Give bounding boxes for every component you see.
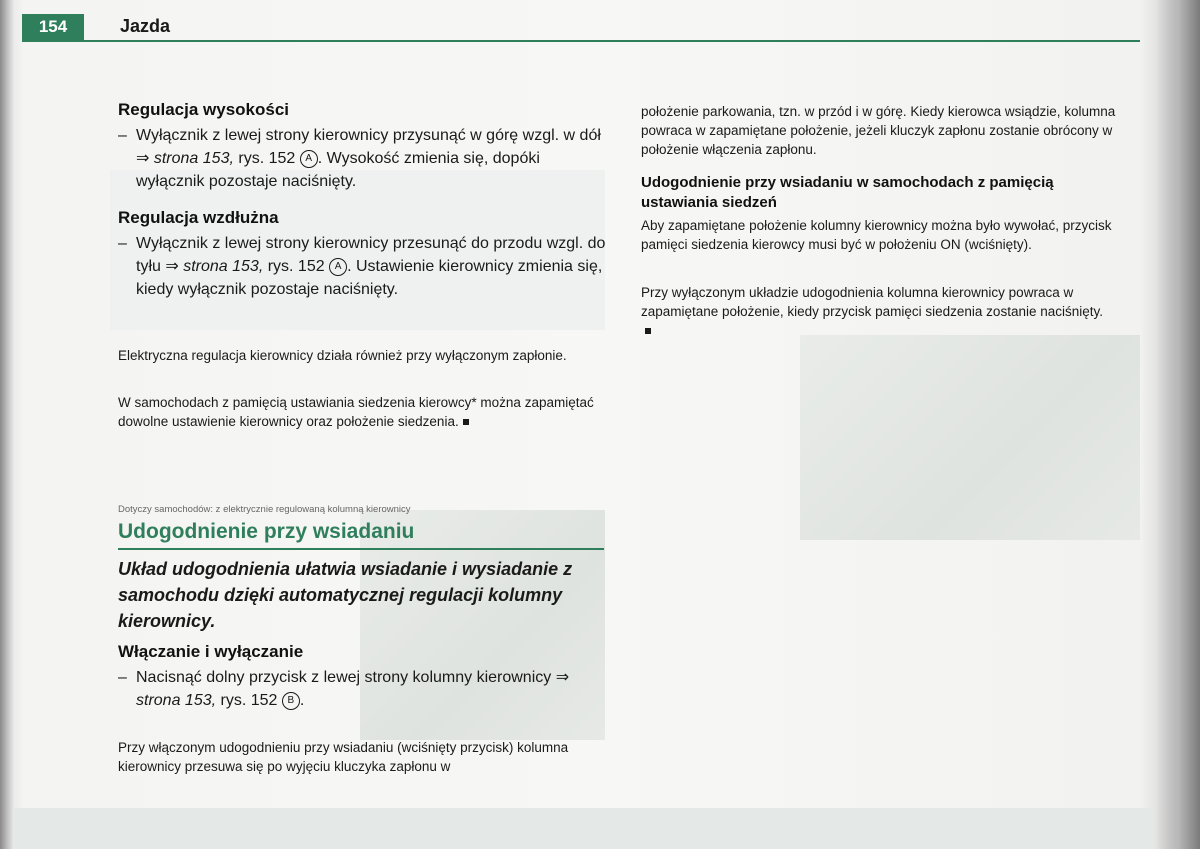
length-adjust-section: [118, 208, 608, 301]
ref-figure: rys. 152: [233, 150, 300, 167]
para-memory-on: Aby zapamiętane położenie kolumny kierownicy można było wywołać, przycisk pamięci siedzenia kierowcy musi być w położeniu ON (wciśnięty).: [641, 218, 1112, 252]
para-memory: [118, 393, 603, 431]
height-bullet: [118, 124, 608, 193]
height-heading: Regulacja wysokości: [118, 100, 290, 119]
para-electric: Elektryczna regulacja kierownicy działa również przy wyłączonym zapłonie.: [118, 348, 567, 363]
end-of-section-mark: [645, 328, 651, 334]
bullet-text: Wyłącznik z lewej strony kierownicy przesunąć do przodu wzgl. do tyłu: [136, 235, 606, 275]
electric-note: [118, 346, 593, 365]
end-of-section-mark: [463, 419, 469, 425]
memory-off-note: [641, 283, 1111, 340]
bullet-dash: –: [118, 669, 127, 686]
ref-arrow: ⇒: [136, 150, 150, 167]
bottom-navigation-bar: [14, 808, 1154, 849]
para-memory-off-text: Przy wyłączonym układzie udogodnienia kolumna kierownicy powraca w zapamiętane położenie, kiedy przycisk pamięci siedzenia zostanie naciśnięty.: [641, 285, 1103, 319]
onoff-bullet: [118, 666, 608, 712]
bullet-text: Nacisnąć dolny przycisk z lewej strony kolumny kierownicy: [136, 669, 556, 686]
ref-page: strona 153,: [183, 258, 264, 275]
para-parking: położenie parkowania, tzn. w przód i w górę. Kiedy kierowca wsiądzie, kolumna powraca w zapamiętane położenie, jeżeli kluczyk zapłonu zostanie obrócony w położenie włączenia zapłonu.: [641, 104, 1116, 157]
memory-note: [118, 393, 603, 431]
onoff-heading: Włączanie i wyłączanie: [118, 642, 304, 661]
parking-note: [641, 102, 1131, 159]
comfort-title-block: [118, 520, 604, 550]
para-memory-off: [641, 283, 1111, 340]
bullet-text-after: . Ustawienie kierownicy zmienia się, kiedy wyłącznik pozostaje naciśnięty.: [136, 258, 603, 298]
callout-a-label: A: [300, 150, 318, 168]
length-bullet: [118, 232, 608, 301]
ref-page: strona 153,: [153, 150, 234, 167]
memory-section: [641, 173, 1111, 213]
memory-on-note: [641, 216, 1131, 254]
applies-note-text: Dotyczy samochodów: z elektrycznie regulowaną kolumną kierownicy: [118, 504, 411, 515]
ref-figure: rys. 152: [216, 692, 282, 709]
ref-figure: rys. 152: [263, 258, 330, 275]
callout-b-label: B: [282, 692, 300, 710]
bullet-text-after: . Wysokość zmienia się, dopóki wyłącznik pozostaje naciśnięty.: [136, 150, 540, 190]
length-heading: Regulacja wzdłużna: [118, 208, 279, 227]
height-adjust-section: [118, 100, 608, 193]
ref-arrow: ⇒: [165, 258, 179, 275]
comfort-title: Udogodnienie przy wsiadaniu: [118, 520, 415, 543]
comfort-lead-block: [118, 556, 606, 634]
comfort-on-note: [118, 738, 603, 776]
callout-a-label: A: [329, 258, 347, 276]
page-number: 154: [22, 14, 84, 40]
bullet-dash: –: [118, 127, 127, 144]
title-rule: [118, 548, 604, 550]
show-through-figure-right: [800, 335, 1140, 540]
page-edge-shadow: [1156, 0, 1200, 849]
applies-note: [118, 504, 608, 515]
onoff-section: [118, 642, 608, 712]
para-memory-text: W samochodach z pamięcią ustawiania siedzenia kierowcy* można zapamiętać dowolne ustawienie kierownicy oraz położenie siedzenia.: [118, 395, 594, 429]
ref-arrow: ⇒: [555, 669, 570, 686]
ref-page: strona 153,: [136, 692, 217, 709]
section-title: Jazda: [120, 16, 171, 36]
para-comfort-on: Przy włączonym udogodnieniu przy wsiadaniu (wciśnięty przycisk) kolumna kierownicy przesuwa się po wyjęciu kluczyka zapłonu w: [118, 740, 569, 774]
memory-heading: Udogodnienie przy wsiadaniu w samochodach z pamięcią ustawiania siedzeń: [641, 174, 1054, 211]
bullet-text-after: .: [299, 692, 305, 709]
bullet-text: Wyłącznik z lewej strony kierownicy przysunąć w górę wzgl. w dół: [136, 127, 601, 144]
book-spine-shadow: [0, 0, 14, 849]
header-rule: [22, 40, 1140, 42]
bullet-dash: –: [118, 235, 127, 252]
comfort-lead: Układ udogodnienia ułatwia wsiadanie i wysiadanie z samochodu dzięki automatycznej regulacji kolumny kierownicy.: [118, 559, 573, 631]
